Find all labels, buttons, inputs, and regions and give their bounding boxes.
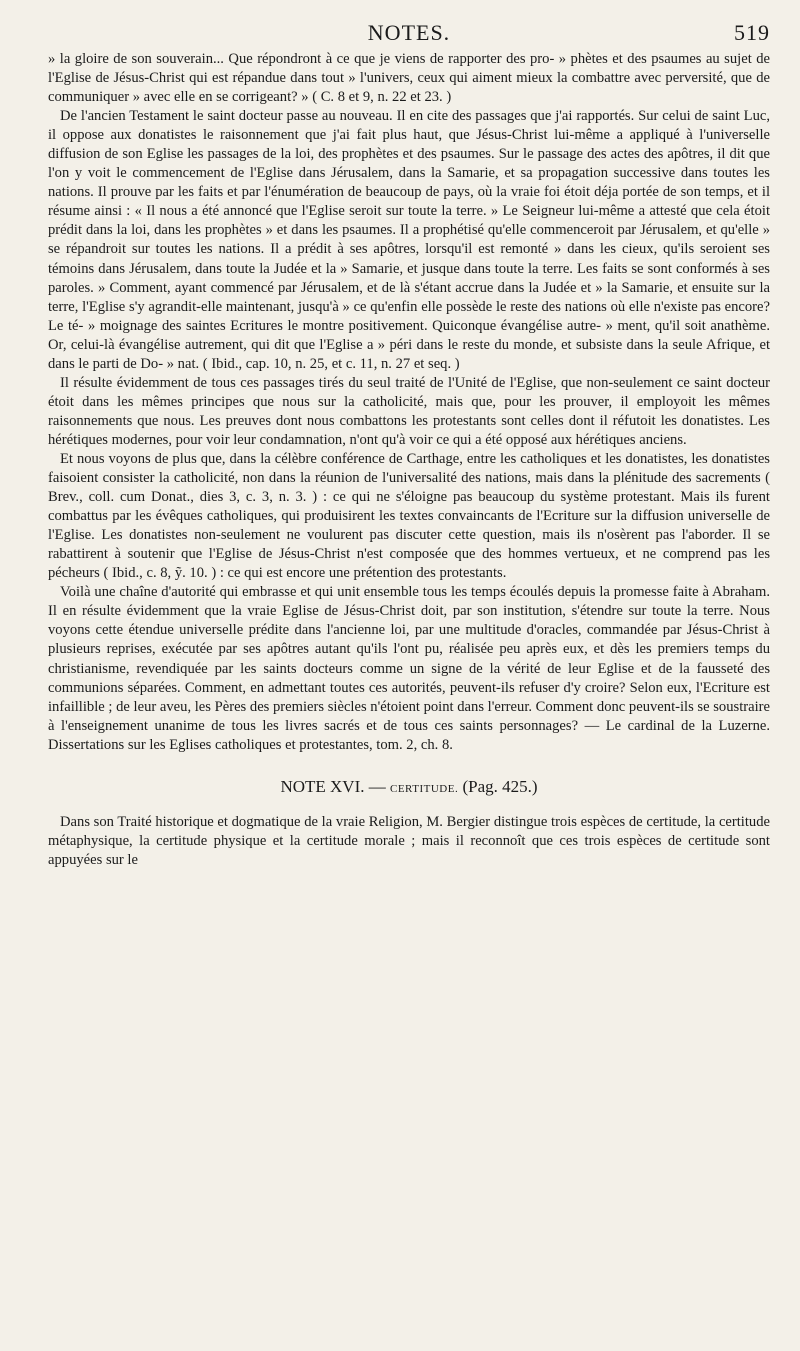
paragraph-quote-continuation: » la gloire de son souverain... Que répondront à ce que je viens de rapporter des pro- » phètes et des psaumes au sujet de l'Eglise de Jésus-Christ qui est répandue dans tout » l'univers, ceux qui aiment mieux la combattre avec perversité, que de communiquer » avec elle en se corrigeant? » ( C. 8 et 9, n. 22 et 23. ) <box>48 51 770 106</box>
note-subject: CERTITUDE. <box>390 782 459 795</box>
paragraph-carthage: Et nous voyons de plus que, dans la célèbre conférence de Carthage, entre les catholiques et les donatistes, les donatistes faisoient consister la catholicité, non dans la réunion de l'universalité des nations, mais dans la plénitude des sacrements ( Brev., coll. cum Donat., dies 3, c. 3, n. 3. ) : ce qui ne s'éloigne pas beaucoup du système protestant. Mais ils furent combattus par les évêques catholiques, qui produisirent les textes convaincants de l'Ecriture sur la diffusion universelle de l'Eglise. Les donatistes non-seulement ne voulurent pas discuter cette question, mais ils n'osèrent pas l'aborder. Il se rabattirent à soutenir que l'Eglise de Jésus-Christ n'est composée que des hommes vertueux, et ne comprend pas les pécheurs ( Ibid., c. 8, ỹ. 10. ) : ce qui est encore une prétention des protestants. <box>48 450 770 582</box>
running-title: NOTES. <box>367 20 451 45</box>
running-head <box>48 20 770 50</box>
paragraph-conclusion: Il résulte évidemment de tous ces passages tirés du seul traité de l'Unité de l'Eglise, que non-seulement ce saint docteur étoit dans les mêmes principes que nous sur la catholicité, mais que, pour les prouver, il employoit les mêmes raisonnements que nous. Les preuves dont nous combattons les protestants sont celles dont il réfutoit les donatistes. Les hérétiques modernes, pour voir leur condamnation, n'ont qu'à voir ce qui a été opposé aux hérétiques anciens. <box>48 374 770 448</box>
paragraph-new-testament: De l'ancien Testament le saint docteur passe au nouveau. Il en cite des passages que j'ai rapportés. Sur celui de saint Luc, il oppose aux donatistes le raisonnement que j'ai fait plus haut, que Jésus-Christ lui-même a appliqué à l'universelle diffusion de son Eglise les passages de la loi, des prophètes et des psaumes. Sur le passage des actes des apôtres, il dit que l'on y voit le commencement de l'Eglise dans Jérusalem, dans la Samarie, et sa propagation successive dans toutes les nations. Il prouve par les faits et par l'énumération de beaucoup de pays, où la vraie foi étoit déja portée de son temps, et il résume ainsi : « Il nous a été annoncé que l'Eglise seroit sur toute la terre. » Le Seigneur lui-même a attesté que cela étoit prédit dans la loi, dans les prophètes » et dans les psaumes. Il a prophétisé qu'elle commenceroit par Jérusalem, et qu'elle » se répandroit sur toutes les nations. Il a prédit à ses apôtres, lorsqu'il est remonté » dans les cieux, qu'ils seroient ses témoins dans Jérusalem, dans toute la Judée et la » Samarie, et jusque dans toute la terre. Les faits se sont conformés à ses paroles. » Comment, ayant commencé par Jérusalem, et de là s'étant accrue dans la Judée et » la Samarie, et ensuite sur la terre, l'Eglise s'y agrandit-elle maintenant, jusqu'à » ce qu'enfin elle possède le reste des nations où elle n'existe pas encore? Le té- » moignage des saintes Ecritures le montre positivement. Quiconque évangélise autre- » ment, qu'il soit anathème. Or, celui-là évangélise autrement, qui dit que l'Eglise a » péri dans le reste du monde, et subsiste dans la seule Afrique, et dans le parti de Do- » nat. ( Ibid., cap. 10, n. 25, et c. 11, n. 27 et seq. ) <box>48 108 770 372</box>
body-text <box>48 50 770 870</box>
paragraph-chain-of-authority: Voilà une chaîne d'autorité qui embrasse et qui unit ensemble tous les temps écoulés depuis la promesse faite à Abraham. Il en résulte évidemment que la vraie Eglise de Jésus-Christ doit, par son institution, s'étendre sur toute la terre. Nous voyons cette étendue universelle prédite dans l'ancienne loi, par une multitude d'oracles, commandée par Jésus-Christ à plusieurs reprises, exécutée par ses apôtres autant qu'ils l'ont pu, réalisée peu après eux, et dès les premiers temps du christianisme, revendiquée par les saints docteurs comme un signe de la vérité de leur Eglise et de la fausseté des communions séparées. Comment, en admettant toutes ces autorités, peuvent-ils refuser d'y croire? Selon eux, l'Ecriture est infaillible ; de leur aveu, les Pères des premiers siècles n'étoient point dans l'erreur. Comment donc peuvent-ils se soustraire à l'enseignement unanime de tous les livres sacrés et de tous ces saints personnages? — Le cardinal de la Luzerne. Dissertations sur les Eglises catholiques et protestantes, tom. 2, ch. 8. <box>48 584 770 753</box>
note-number: NOTE XVI. — <box>280 776 386 796</box>
note-heading <box>48 777 770 799</box>
paragraph-bergier: Dans son Traité historique et dogmatique de la vraie Religion, M. Bergier distingue trois espèces de certitude, la certitude métaphysique, la certitude physique et la certitude morale ; mais il reconnoît que ces trois espèces de certitude sont appuyées sur le <box>48 813 770 868</box>
note-reference: (Pag. 425.) <box>462 776 538 796</box>
page-number: 519 <box>734 20 770 45</box>
